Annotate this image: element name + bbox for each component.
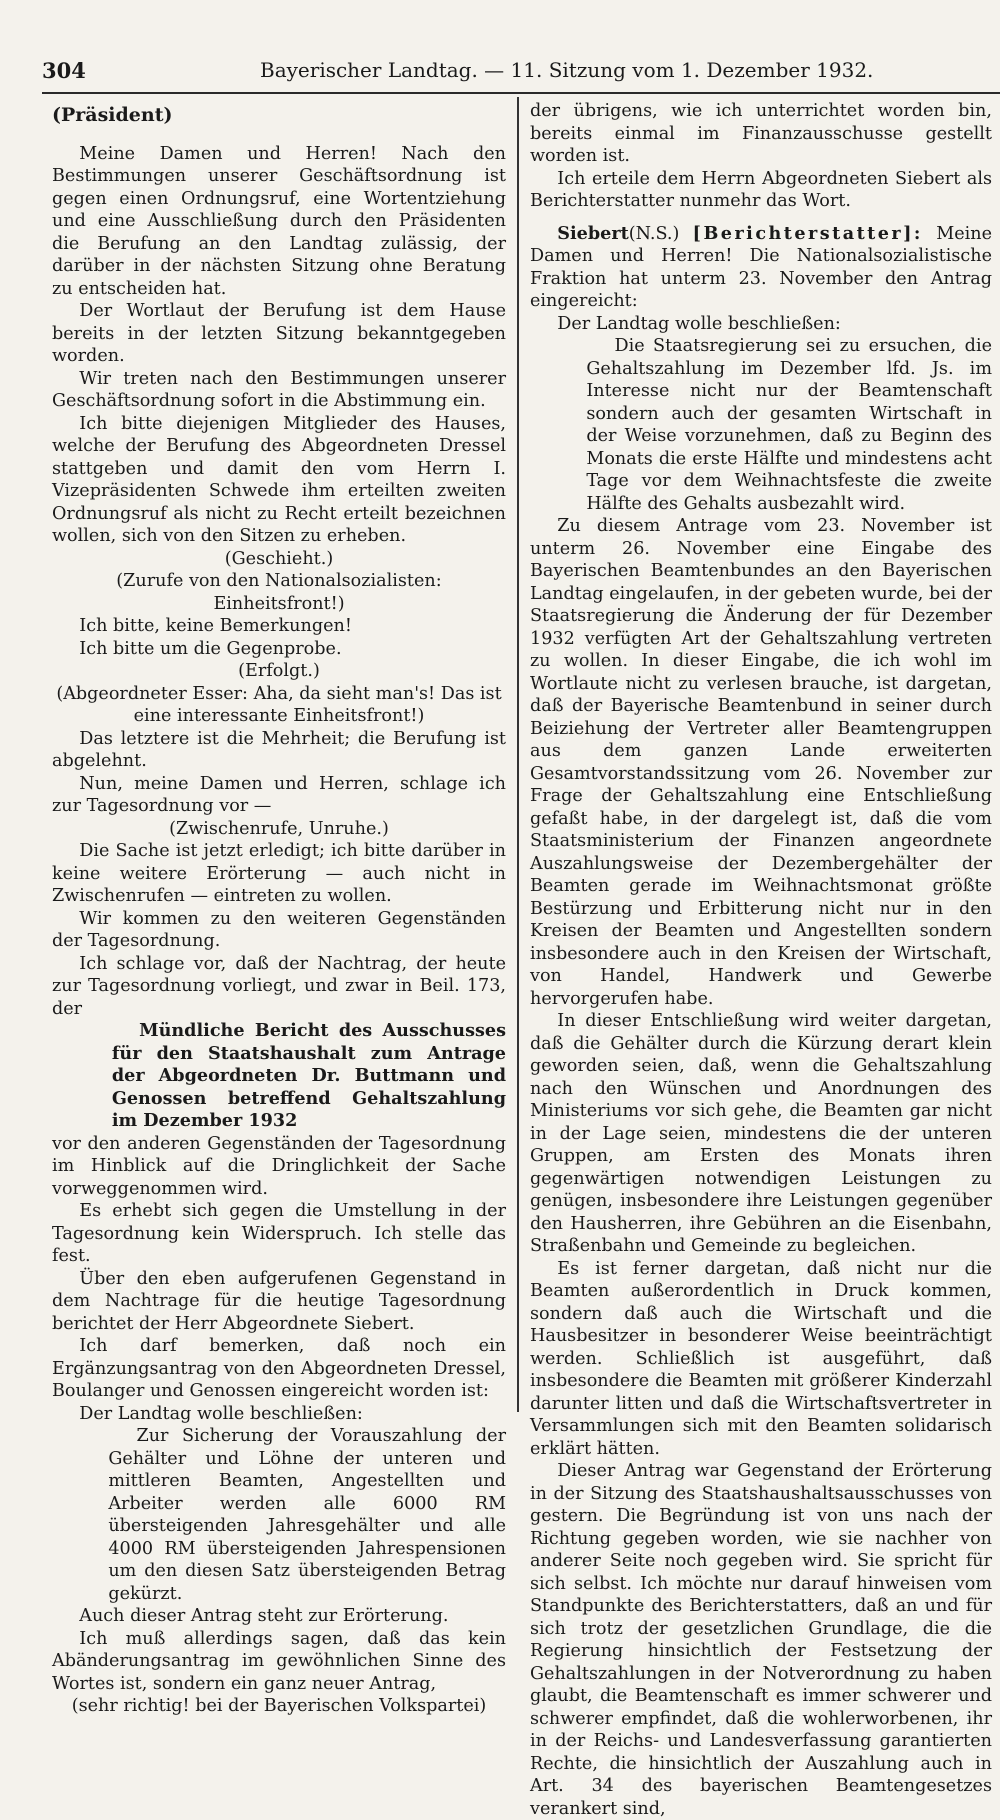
interjection: (Abgeordneter Esser: Aha, da sieht man's! Das ist eine interessante Einheitsfront!) — [56, 683, 502, 726]
interjection: (Zurufe von den Nationalsozialisten: Einheitsfront!) — [116, 571, 442, 614]
page-header — [42, 58, 972, 92]
paragraph: Ich erteile dem Herrn Abgeordneten Siebert als Berichterstatter nunmehr das Wort. — [530, 168, 992, 211]
paragraph: Meine Damen und Herren! Nach den Bestimmungen unserer Geschäftsordnung ist gegen einen Ordnungsruf, eine Wortentziehung und eine Ausschließung durch den Präsidenten die Berufung an den Landtag zulässig, der darüber in der nächsten Sitzung ohne Beratung zu entscheiden hat. — [52, 143, 506, 299]
motion-text: Die Staatsregierung sei zu ersuchen, die Gehaltszahlung im Dezember lfd. Js. im Interesse nicht nur der Beamtenschaft sondern auch der gesamten Wirtschaft in der Weise vorzunehmen, daß zu Beginn des Monats die erste Hälfte und mindestens acht Tage vor dem Weihnachtsfeste die zweite Hälfte des Gehalts ausbezahlt wird. — [586, 336, 992, 514]
paragraph: In dieser Entschließung wird weiter dargetan, daß die Gehälter durch die Kürzung derart klein geworden seien, daß, wenn die Gehaltszahlung nach den Wünschen und Anordnungen des Ministeriums vor sich gehe, die Beamten gar nicht in der Lage seien, mindestens die der unteren Gruppen, am Ersten des Monats ihren gegenwärtigen notwendigen Leistungen zu genügen, insbesondere ihre Leistungen gegenüber den Hausherren, ihre Gebühren an die Eisenbahn, Straßenbahn und Gemeinde zu begleichen. — [530, 1011, 992, 1256]
paragraph: der übrigens, wie ich unterrichtet worden bin, bereits einmal im Finanzausschusse gestellt worden ist. — [530, 101, 992, 166]
paragraph: Ich muß allerdings sagen, daß das kein Abänderungsantrag im gewöhnlichen Sinne des Wortes ist, sondern ein ganz neuer Antrag, — [52, 1628, 506, 1694]
paragraph: Die Sache ist jetzt erledigt; ich bitte darüber in keine weitere Erörterung — auch nicht in Zwischenrufen — eintreten zu wollen. — [52, 841, 506, 906]
speaker-party: (N.S.) — [628, 223, 680, 244]
agenda-item-title: Mündliche Bericht des Ausschusses für den Staatshaushalt zum Antrage der Abgeordneten Dr. Buttmann und Genossen betreffend Gehaltszahlung im Dezember 1932 — [111, 1020, 506, 1131]
paragraph: Es erhebt sich gegen die Umstellung in der Tagesordnung kein Widerspruch. Ich stelle das fest. — [52, 1201, 506, 1266]
paragraph: Ich bitte, keine Bemerkungen! — [79, 616, 352, 636]
interjection: (Erfolgt.) — [238, 661, 320, 681]
paragraph: Nun, meine Damen und Herren, schlage ich zur Tagesordnung vor — — [52, 773, 506, 816]
running-head: Bayerischer Landtag. — 11. Sitzung vom 1. Dezember 1932. — [260, 58, 874, 82]
header-rule — [42, 92, 1000, 94]
page-number: 304 — [42, 58, 86, 83]
paragraph: Es ist ferner dargetan, daß nicht nur die Beamten außerordentlich in Druck kommen, sondern daß auch die Wirtschaft und die Hausbesitzer in besonderer Weise beeinträchtigt werden. Schließlich ist ausgeführt, daß insbesondere die Beamten mit größerer Kinderzahl darunter litten und daß die Wirtschaftsvertreter in Versammlungen sich mit den Beamten solidarisch erklärt hätten. — [530, 1258, 992, 1459]
paragraph: Wir kommen zu den weiteren Gegenständen der Tagesordnung. — [52, 908, 506, 951]
left-column — [52, 100, 506, 1718]
paragraph: Ich bitte um die Gegenprobe. — [79, 638, 342, 659]
speech-text: Meine Damen und Herren! Die Nationalsozialistische Fraktion hat unterm 23. November den Antrag eingereicht: — [530, 223, 992, 311]
interjection: (Geschieht.) — [224, 548, 334, 569]
speaker-paragraph — [530, 223, 992, 313]
paragraph: Wir treten nach den Bestimmungen unserer Geschäftsordnung sofort in die Abstimmung ein. — [52, 368, 506, 411]
interjection: (Zwischenrufe, Unruhe.) — [169, 818, 389, 839]
paragraph: Ich bitte diejenigen Mitglieder des Hauses, welche der Berufung des Abgeordneten Dressel stattgeben und damit den vom Herrn I. Vizepräsidenten Schwede ihm erteilten zweiten Ordnungsruf als nicht zu Recht erteilt bezeichnen wollen, sich von den Sitzen zu erheben. — [52, 413, 506, 546]
right-column — [530, 100, 992, 1820]
paragraph: Der Landtag wolle beschließen: — [79, 1403, 363, 1424]
paragraph: Ich schlage vor, daß der Nachtrag, der heute zur Tagesordnung vorliegt, und zwar in Beil. 173, der — [52, 953, 506, 1019]
interjection: (sehr richtig! bei der Bayerischen Volkspartei) — [71, 1696, 487, 1716]
paragraph: Über den eben aufgerufenen Gegenstand in dem Nachtrage für die heutige Tagesordnung berichtet der Herr Abgeordnete Siebert. — [52, 1268, 506, 1334]
paragraph: Der Wortlaut der Berufung ist dem Hause bereits in der letzten Sitzung bekanntgegeben worden. — [52, 301, 506, 366]
speaker-heading: (Präsident) — [52, 104, 173, 126]
spacer — [530, 213, 992, 223]
paragraph: Das letztere ist die Mehrheit; die Berufung ist abgelehnt. — [52, 728, 506, 771]
motion-text: Zur Sicherung der Vorauszahlung der Gehälter und Löhne der unteren und mittleren Beamten, Angestellten und Arbeiter werden alle 6000 RM übersteigenden Jahresgehälter und alle 4000 RM übersteigenden Jahrespensionen um den diesen Satz übersteigenden Betrag gekürzt. — [108, 1426, 506, 1604]
paragraph: Zu diesem Antrage vom 23. November ist unterm 26. November eine Eingabe des Bayerischen Beamtenbundes an den Bayerischen Landtag eingelaufen, in der gebeten wurde, bei der Staatsregierung die Änderung der für Dezember 1932 verfügten Art der Gehaltszahlung vertreten zu wollen. In dieser Eingabe, die ich wohl im Wortlaute nicht zu verlesen brauche, ist dargetan, daß der Bayerische Beamtenbund in seiner durch Beiziehung der Vertreter aller Beamtengruppen aus dem ganzen Lande erweiterten Gesamtvorstandssitzung vom 26. November zur Frage der Gehaltszahlung eine Entschließung gefaßt habe, in der dargelegt ist, daß die vom Staatsministerium der Finanzen angeordnete Auszahlungsweise der Dezembergehälter der Beamten gerade im Weihnachtsmonat größte Bestürzung und Erbitterung nicht nur in den Kreisen der Beamten und Angestellten sondern insbesondere auch in den Kreisen der Wirtschaft, von Handel, Handwerk und Gewerbe hervorgerufen habe. — [530, 516, 992, 1009]
paragraph: Dieser Antrag war Gegenstand der Erörterung in der Sitzung des Staatshaushaltsausschusses von gestern. Die Begründung ist von uns nach der Richtung gegeben worden, wie sie nachher von anderer Seite noch gegeben wird. Sie spricht für sich selbst. Ich möchte nur darauf hinweisen vom Standpunkte des Berichterstatters, daß an und für sich trotz der gesetzlichen Grundlage, die die Regierung hinsichtlich der Festsetzung der Gehaltszahlungen in der Notverordnung zu haben glaubt, die Beamtenschaft es immer schwerer und schwerer empfindet, daß die wohlerworbenen, ihr in der Reichs- und Landesverfassung garantierten Rechte, die hinsichtlich der Auszahlung auch in Art. 34 des bayerischen Beamtengesetzes verankert sind, — [530, 1461, 992, 1819]
paragraph: Auch dieser Antrag steht zur Erörterung. — [79, 1606, 449, 1626]
paragraph: vor den anderen Gegenständen der Tagesordnung im Hinblick auf die Dringlichkeit der Sache vorweggenommen wird. — [52, 1133, 506, 1199]
column-divider — [517, 97, 519, 1412]
paragraph: Ich darf bemerken, daß noch ein Ergänzungsantrag von den Abgeordneten Dressel, Boulanger und Genossen eingereicht worden ist: — [52, 1336, 506, 1401]
speaker-name: Siebert — [557, 222, 629, 244]
speaker-role: [Berichterstatter]: — [692, 222, 923, 244]
paragraph: Der Landtag wolle beschließen: — [557, 313, 841, 334]
